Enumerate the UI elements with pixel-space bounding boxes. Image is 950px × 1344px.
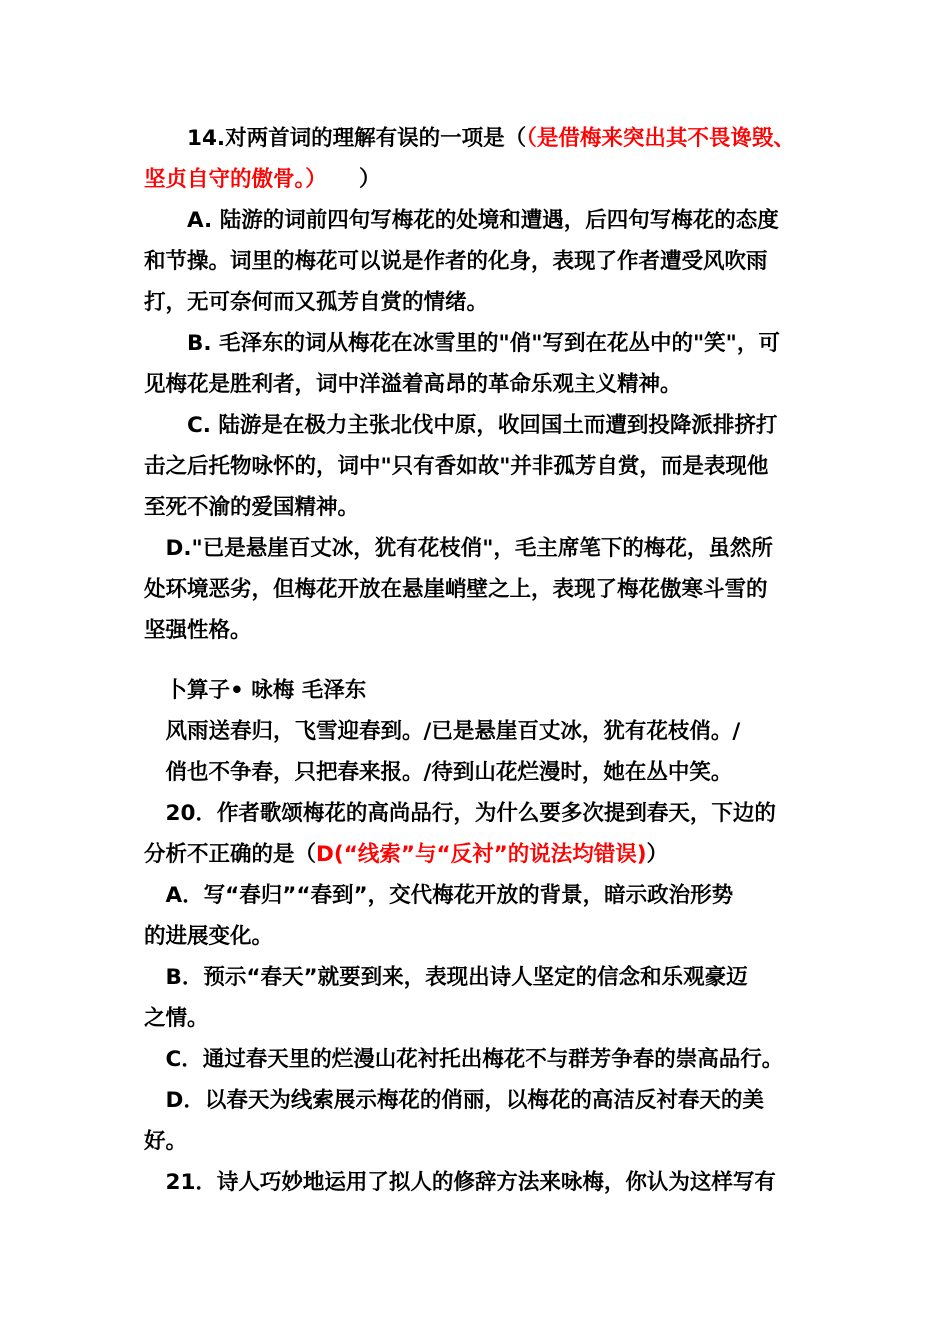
question-14 <box>144 118 810 651</box>
poem-and-questions <box>144 670 810 1203</box>
question-21-stem-line-1: 21．诗人巧妙地运用了拟人的修辞方法来咏梅，你认为这样写有 <box>144 1170 776 1195</box>
option-b-line: B．预示“春天”就要到来，表现出诗人坚定的信念和乐观豪迈 <box>144 965 748 990</box>
option-b-line: B. 毛泽东的词从梅花在冰雪里的"俏"写到在花丛中的"笑"，可 <box>144 331 780 356</box>
question-14-stem-line-2 <box>144 159 810 200</box>
option-a-line: 的进展变化。 <box>144 924 274 949</box>
question-20-stem-line-1: 20．作者歌颂梅花的高尚品行，为什么要多次提到春天，下边的 <box>144 801 776 826</box>
option-c-line: 至死不渝的爱国精神。 <box>144 495 360 520</box>
question-20-answer: D(“线索”与“反衬”的说法均错误) <box>316 842 647 867</box>
question-14-stem-close: ） <box>316 167 381 192</box>
question-20-stem: 分析不正确的是（ <box>144 842 317 867</box>
question-14-stem: 14.对两首词的理解有误的一项是（ <box>144 126 527 151</box>
option-c-line: C．通过春天里的烂漫山花衬托出梅花不与群芳争春的崇高品行。 <box>144 1047 784 1072</box>
question-20-stem-close: ） <box>646 842 669 867</box>
option-c-line: 击之后托物咏怀的，词中"只有香如故"并非孤芳自赏，而是表现他 <box>144 454 769 479</box>
option-d-line: D."已是悬崖百丈冰，犹有花枝俏"，毛主席笔下的梅花，虽然所 <box>144 536 773 561</box>
option-b-line: 见梅花是胜利者，词中洋溢着高昂的革命乐观主义精神。 <box>144 372 682 397</box>
option-a-line: A．写“春归”“春到”，交代梅花开放的背景，暗示政治形势 <box>144 883 734 908</box>
option-a-line: 和节操。词里的梅花可以说是作者的化身，表现了作者遭受风吹雨 <box>144 249 768 274</box>
poem-line: 风雨送春归，飞雪迎春到。/已是悬崖百丈冰，犹有花枝俏。/ <box>144 719 741 744</box>
option-a-line: 打，无可奈何而又孤芳自赏的情绪。 <box>144 290 489 315</box>
poem-title: 卜算子• 咏梅 毛泽东 <box>144 678 367 703</box>
poem-line: 俏也不争春，只把春来报。/待到山花烂漫时，她在丛中笑。 <box>144 760 733 785</box>
question-14-answer-cont: 坚贞自守的傲骨。） <box>144 167 317 192</box>
question-14-stem-line-1 <box>144 118 810 159</box>
option-d-line: 坚强性格。 <box>144 618 252 643</box>
option-d-line: 好。 <box>144 1129 188 1154</box>
question-20-stem-line-2 <box>144 834 810 875</box>
option-a-line: A. 陆游的词前四句写梅花的处境和遭遇，后四句写梅花的态度 <box>144 208 779 233</box>
question-14-answer: （是借梅来突出其不畏谗毁、 <box>526 126 795 151</box>
option-b-line: 之情。 <box>144 1006 209 1031</box>
option-c-line: C. 陆游是在极力主张北伐中原，收回国土而遭到投降派排挤打 <box>144 413 778 438</box>
option-d-line: D．以春天为线索展示梅花的俏丽，以梅花的高洁反衬春天的美 <box>144 1088 764 1113</box>
option-d-line: 处环境恶劣，但梅花开放在悬崖峭壁之上，表现了梅花傲寒斗雪的 <box>144 577 768 602</box>
